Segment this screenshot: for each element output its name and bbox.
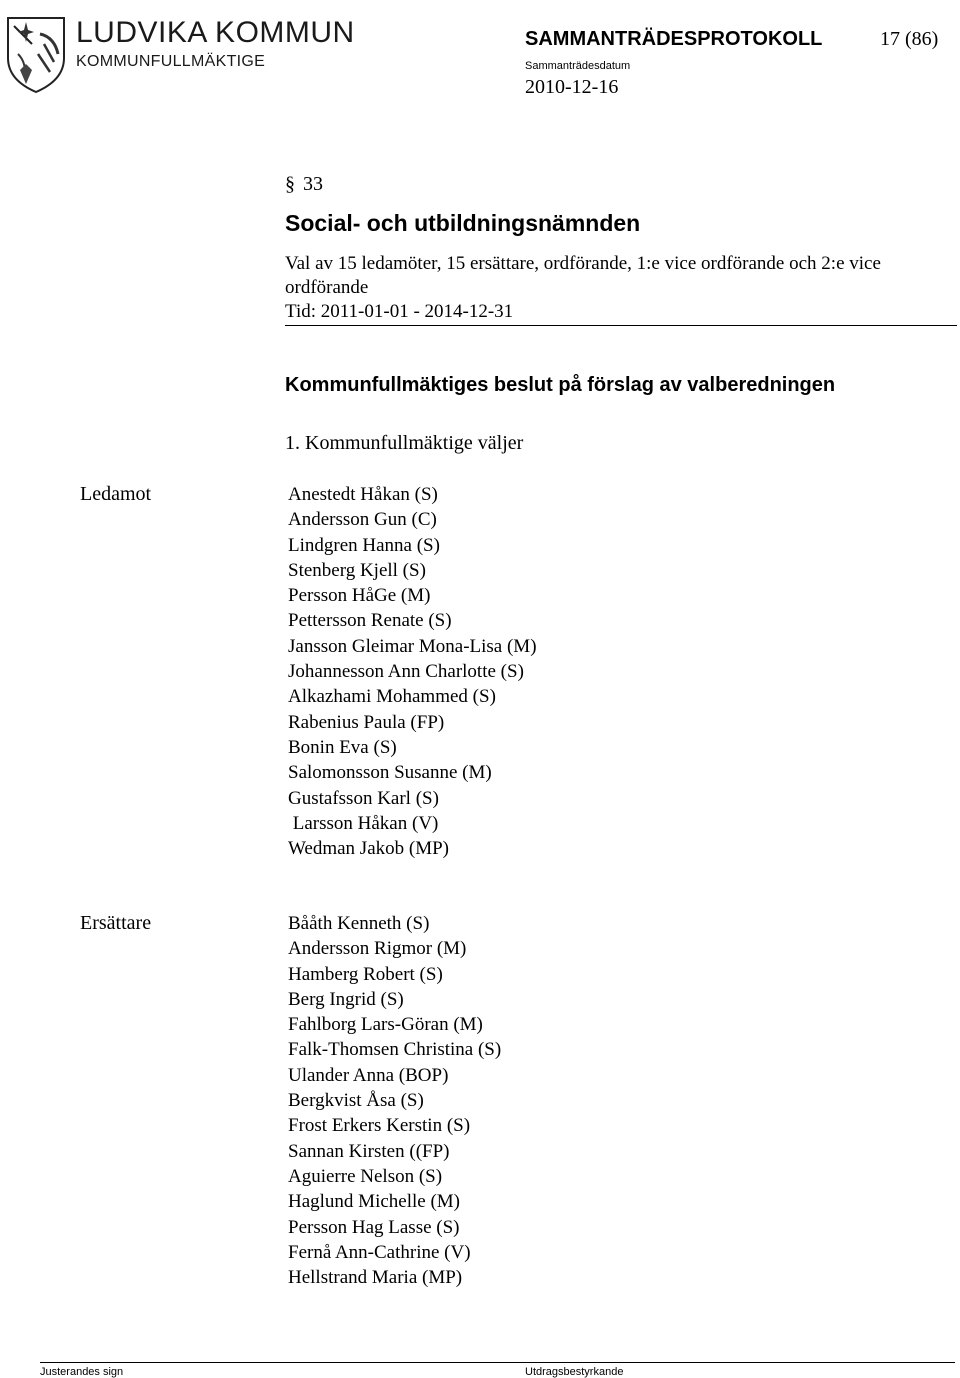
list-item: Fernå Ann-Cathrine (V)	[288, 1241, 471, 1263]
list-item: Stenberg Kjell (S)	[288, 559, 426, 581]
list-item: Salomonsson Susanne (M)	[288, 762, 492, 784]
list-item: Jansson Gleimar Mona-Lisa (M)	[288, 635, 537, 657]
list-item: Frost Erkers Kerstin (S)	[288, 1115, 471, 1137]
footer-extract: Utdragsbestyrkande	[525, 1366, 624, 1378]
list-item: Falk-Thomsen Christina (S)	[288, 1039, 502, 1061]
list-item: Fahlborg Lars-Göran (M)	[288, 1014, 483, 1036]
list-item: Andersson Rigmor (M)	[288, 938, 467, 960]
decision-item: 1. Kommunfullmäktige väljer	[285, 432, 524, 454]
list-item: Sannan Kirsten ((FP)	[288, 1140, 450, 1162]
decision-heading: Kommunfullmäktiges beslut på förslag av valberedningen	[285, 374, 836, 396]
ersattare-list	[288, 911, 501, 1290]
ledamot-list	[288, 482, 537, 861]
list-item: Hellstrand Maria (MP)	[288, 1267, 463, 1289]
list-item: Persson HåGe (M)	[288, 585, 431, 607]
description-text: Val av 15 ledamöter, 15 ersättare, ordförande, 1:e vice ordförande och 2:e vice ordförande	[285, 253, 881, 298]
paragraph-sign: §	[285, 173, 295, 195]
list-item: Lindgren Hanna (S)	[288, 534, 440, 556]
page-number: 17 (86)	[880, 28, 939, 50]
org-name: LUDVIKA KOMMUN	[76, 16, 355, 49]
list-item: Anestedt Håkan (S)	[288, 484, 438, 505]
list-item: Johannesson Ann Charlotte (S)	[288, 661, 524, 683]
ledamot-label: Ledamot	[80, 483, 152, 505]
list-item: Bååth Kenneth (S)	[288, 913, 430, 934]
org-subtitle: KOMMUNFULLMÄKTIGE	[76, 53, 266, 70]
list-item: Gustafsson Karl (S)	[288, 787, 439, 809]
section-divider	[285, 325, 957, 326]
section-description	[285, 252, 960, 324]
list-item: Alkazhami Mohammed (S)	[288, 686, 496, 708]
list-item: Pettersson Renate (S)	[288, 610, 452, 632]
coat-of-arms-icon	[4, 14, 68, 94]
list-item: Haglund Michelle (M)	[288, 1191, 461, 1213]
period-text: Tid: 2011-01-01 - 2014-12-31	[285, 301, 514, 322]
list-item: Hamberg Robert (S)	[288, 963, 443, 985]
list-item: Andersson Gun (C)	[288, 509, 437, 531]
list-item: Bergkvist Åsa (S)	[288, 1090, 424, 1112]
section-title: Social- och utbildningsnämnden	[285, 210, 641, 236]
paragraph-number: 33	[303, 173, 323, 195]
list-item: Aguierre Nelson (S)	[288, 1165, 443, 1187]
ersattare-label: Ersättare	[80, 912, 152, 934]
list-item: Berg Ingrid (S)	[288, 988, 404, 1010]
list-item: Persson Hag Lasse (S)	[288, 1216, 460, 1238]
document-type: SAMMANTRÄDESPROTOKOLL	[525, 28, 823, 50]
list-item: Wedman Jakob (MP)	[288, 838, 449, 860]
list-item: Rabenius Paula (FP)	[288, 711, 445, 733]
list-item: Ulander Anna (BOP)	[288, 1064, 449, 1086]
list-item: Bonin Eva (S)	[288, 736, 397, 758]
footer-divider	[40, 1362, 955, 1363]
meeting-date: 2010-12-16	[525, 76, 619, 98]
date-label: Sammanträdesdatum	[525, 60, 631, 72]
list-item: Larsson Håkan (V)	[288, 812, 439, 834]
footer-sign: Justerandes sign	[40, 1366, 124, 1378]
